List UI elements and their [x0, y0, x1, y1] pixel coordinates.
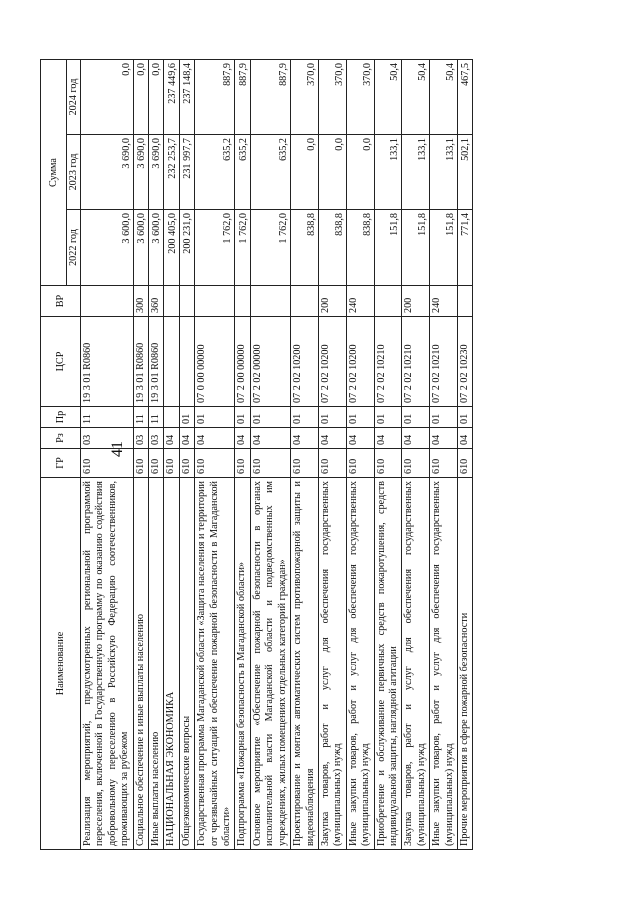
header-year-2023: 2023 год	[67, 135, 81, 210]
cell-gr: 610	[133, 449, 148, 478]
header-year-2024: 2024 год	[67, 60, 81, 135]
cell-name: Иные выплаты населению	[149, 478, 164, 850]
cell-csr: 07 2 02 10200	[291, 317, 319, 407]
cell-gr: 610	[195, 449, 235, 478]
cell-rz: 03	[133, 428, 148, 449]
cell-2023: 0,0	[291, 135, 319, 210]
cell-vr	[374, 286, 402, 317]
cell-gr: 610	[179, 449, 194, 478]
cell-rz: 03	[81, 428, 134, 449]
cell-pr: 01	[374, 407, 402, 428]
cell-gr: 610	[149, 449, 164, 478]
table-row	[81, 60, 134, 850]
cell-2024: 887,9	[250, 60, 290, 135]
cell-pr: 11	[133, 407, 148, 428]
cell-gr: 610	[164, 449, 179, 478]
cell-name: Прочие мероприятия в сфере пожарной безопасности	[457, 478, 472, 850]
cell-2022: 3 600,0	[149, 210, 164, 286]
cell-rz: 04	[250, 428, 290, 449]
cell-2023: 3 690,0	[133, 135, 148, 210]
cell-gr: 610	[235, 449, 250, 478]
cell-vr	[164, 286, 179, 317]
cell-vr	[457, 286, 472, 317]
cell-rz: 04	[164, 428, 179, 449]
cell-2024: 50,4	[374, 60, 402, 135]
cell-vr: 200	[402, 286, 430, 317]
header-gr: ГР	[41, 449, 81, 478]
cell-pr: 01	[430, 407, 458, 428]
cell-name: НАЦИОНАЛЬНАЯ ЭКОНОМИКА	[164, 478, 179, 850]
cell-2024: 237 148,4	[179, 60, 194, 135]
cell-rz: 04	[402, 428, 430, 449]
cell-2023: 502,1	[457, 135, 472, 210]
cell-pr: 01	[346, 407, 374, 428]
cell-pr: 01	[291, 407, 319, 428]
cell-vr	[179, 286, 194, 317]
cell-2022: 3 600,0	[133, 210, 148, 286]
cell-2022: 1 762,0	[250, 210, 290, 286]
cell-name: Иные закупки товаров, работ и услуг для обеспечения государственных (муниципальных) нужд	[346, 478, 374, 850]
cell-rz: 04	[179, 428, 194, 449]
cell-gr: 610	[430, 449, 458, 478]
table-row	[133, 60, 148, 850]
cell-csr: 07 2 02 10230	[457, 317, 472, 407]
cell-pr: 01	[402, 407, 430, 428]
cell-2022: 838,8	[291, 210, 319, 286]
cell-2022: 151,8	[374, 210, 402, 286]
cell-2023: 0,0	[318, 135, 346, 210]
table-row	[430, 60, 458, 850]
cell-rz: 04	[457, 428, 472, 449]
cell-csr: 07 2 02 10210	[402, 317, 430, 407]
cell-csr: 07 0 00 00000	[195, 317, 235, 407]
cell-vr: 300	[133, 286, 148, 317]
cell-2023: 3 690,0	[149, 135, 164, 210]
cell-rz: 04	[195, 428, 235, 449]
cell-2024: 370,0	[346, 60, 374, 135]
cell-2024: 0,0	[81, 60, 134, 135]
cell-pr: 01	[235, 407, 250, 428]
cell-gr: 610	[81, 449, 134, 478]
page-number: 41	[109, 441, 126, 457]
cell-pr: 01	[179, 407, 194, 428]
cell-vr	[235, 286, 250, 317]
cell-2024: 237 449,6	[164, 60, 179, 135]
cell-2024: 50,4	[402, 60, 430, 135]
cell-csr: 19 3 01 R0860	[81, 317, 134, 407]
cell-rz: 04	[235, 428, 250, 449]
cell-gr: 610	[318, 449, 346, 478]
cell-pr: 01	[195, 407, 235, 428]
cell-2023: 231 997,7	[179, 135, 194, 210]
header-name: Наименование	[41, 478, 81, 850]
header-csr: ЦСР	[41, 317, 81, 407]
cell-gr: 610	[374, 449, 402, 478]
cell-name: Иные закупки товаров, работ и услуг для обеспечения государственных (муниципальных) нужд	[430, 478, 458, 850]
table-row	[195, 60, 235, 850]
table-row	[457, 60, 472, 850]
cell-rz: 04	[346, 428, 374, 449]
cell-name: Закупка товаров, работ и услуг для обеспечения государственных (муниципальных) нужд	[318, 478, 346, 850]
cell-2024: 0,0	[149, 60, 164, 135]
budget-table-rotated	[40, 60, 548, 850]
cell-rz: 04	[318, 428, 346, 449]
table-row	[250, 60, 290, 850]
budget-table	[40, 59, 473, 850]
header-sum: Сумма	[41, 60, 67, 286]
cell-2024: 370,0	[318, 60, 346, 135]
cell-csr: 19 3 01 R0860	[149, 317, 164, 407]
table-row	[318, 60, 346, 850]
table-row	[374, 60, 402, 850]
cell-name: Реализация мероприятий, предусмотренных региональной программой переселения, включенной в Государственную программу по оказанию содействия добровольному переселению в Российскую Федерацию соотечественников, проживающих за рубежом	[81, 478, 134, 850]
cell-pr: 11	[81, 407, 134, 428]
cell-2022: 771,4	[457, 210, 472, 286]
table-body	[81, 60, 473, 850]
cell-2023: 133,1	[402, 135, 430, 210]
cell-name: Приобретение и обслуживание первичных средств пожаротушения, средств индивидуальной защиты, наглядной агитации	[374, 478, 402, 850]
header-rz: Рз	[41, 428, 81, 449]
cell-gr: 610	[250, 449, 290, 478]
cell-csr: 19 3 01 R0860	[133, 317, 148, 407]
cell-name: Социальное обеспечение и иные выплаты населению	[133, 478, 148, 850]
cell-gr: 610	[402, 449, 430, 478]
cell-2023: 635,2	[235, 135, 250, 210]
cell-vr: 200	[318, 286, 346, 317]
header-vr: ВР	[41, 286, 81, 317]
cell-vr: 360	[149, 286, 164, 317]
table-row	[149, 60, 164, 850]
cell-2023: 0,0	[346, 135, 374, 210]
cell-2022: 151,8	[402, 210, 430, 286]
cell-rz: 04	[374, 428, 402, 449]
table-row	[346, 60, 374, 850]
cell-name: Государственная программа Магаданской области «Защита населения и территории от чрезвычайных ситуаций и обеспечение пожарной безопасности в Магаданской области»	[195, 478, 235, 850]
cell-name: Проектирование и монтаж автоматических систем противопожарной защиты и видеонаблюдения	[291, 478, 319, 850]
cell-pr: 11	[149, 407, 164, 428]
header-pr: Пр	[41, 407, 81, 428]
header-year-2022: 2022 год	[67, 210, 81, 286]
cell-2022: 3 600,0	[81, 210, 134, 286]
cell-name: Подпрограмма «Пожарная безопасность в Магаданской области»	[235, 478, 250, 850]
cell-2022: 151,8	[430, 210, 458, 286]
cell-2023: 635,2	[195, 135, 235, 210]
cell-2024: 887,9	[195, 60, 235, 135]
cell-2024: 370,0	[291, 60, 319, 135]
cell-2022: 1 762,0	[235, 210, 250, 286]
cell-csr	[164, 317, 179, 407]
cell-2022: 838,8	[346, 210, 374, 286]
table-row	[291, 60, 319, 850]
cell-rz: 03	[149, 428, 164, 449]
cell-pr: 01	[457, 407, 472, 428]
cell-csr: 07 2 02 10210	[430, 317, 458, 407]
cell-2024: 50,4	[430, 60, 458, 135]
cell-2024: 467,5	[457, 60, 472, 135]
cell-pr	[164, 407, 179, 428]
cell-csr: 07 2 02 00000	[250, 317, 290, 407]
cell-2022: 200 231,0	[179, 210, 194, 286]
cell-2024: 0,0	[133, 60, 148, 135]
cell-2022: 838,8	[318, 210, 346, 286]
cell-2024: 887,9	[235, 60, 250, 135]
cell-2023: 232 253,7	[164, 135, 179, 210]
cell-pr: 01	[250, 407, 290, 428]
cell-rz: 04	[430, 428, 458, 449]
cell-csr	[179, 317, 194, 407]
cell-2022: 1 762,0	[195, 210, 235, 286]
cell-gr: 610	[346, 449, 374, 478]
cell-gr: 610	[457, 449, 472, 478]
cell-2023: 3 690,0	[81, 135, 134, 210]
cell-vr: 240	[430, 286, 458, 317]
table-row	[179, 60, 194, 850]
cell-vr	[81, 286, 134, 317]
cell-name: Закупка товаров, работ и услуг для обеспечения государственных (муниципальных) нужд	[402, 478, 430, 850]
cell-gr: 610	[291, 449, 319, 478]
table-row	[164, 60, 179, 850]
cell-vr	[250, 286, 290, 317]
cell-name: Основное мероприятие «Обеспечение пожарной безопасности в органах исполнительной власти Магаданской области и подведомственных им учреждениях, жилых помещениях отдельных категорий граждан»	[250, 478, 290, 850]
cell-2023: 133,1	[430, 135, 458, 210]
cell-vr: 240	[346, 286, 374, 317]
cell-rz: 04	[291, 428, 319, 449]
table-row	[402, 60, 430, 850]
cell-2023: 133,1	[374, 135, 402, 210]
cell-pr: 01	[318, 407, 346, 428]
cell-2023: 635,2	[250, 135, 290, 210]
cell-name: Общеэкономические вопросы	[179, 478, 194, 850]
cell-2022: 200 405,0	[164, 210, 179, 286]
cell-csr: 07 2 00 00000	[235, 317, 250, 407]
table-row	[235, 60, 250, 850]
cell-vr	[195, 286, 235, 317]
cell-csr: 07 2 02 10200	[346, 317, 374, 407]
cell-csr: 07 2 02 10200	[318, 317, 346, 407]
cell-csr: 07 2 02 10210	[374, 317, 402, 407]
cell-vr	[291, 286, 319, 317]
